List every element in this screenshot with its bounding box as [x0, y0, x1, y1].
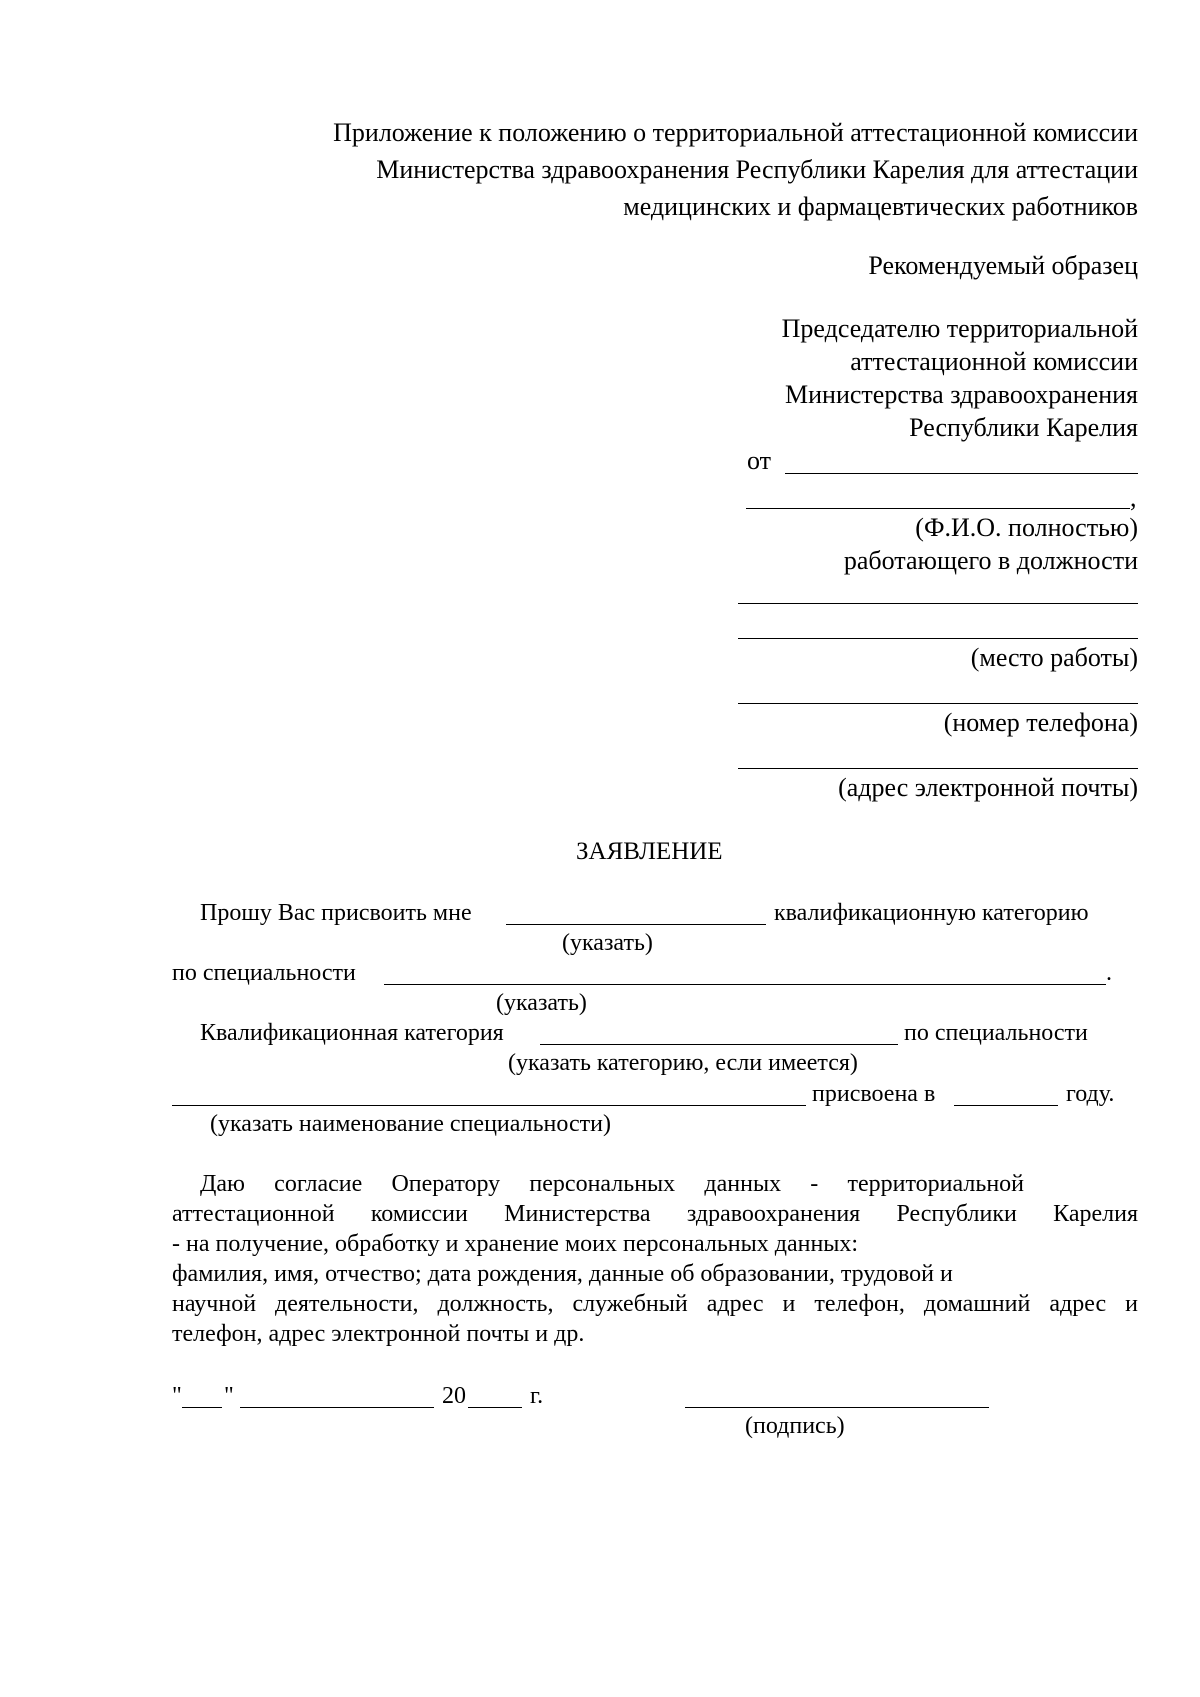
appendix-line-3: медицинских и фармацевтических работников	[623, 192, 1138, 221]
date-year-prefix: 20	[442, 1383, 466, 1409]
phone-blank[interactable]	[738, 703, 1138, 704]
consent-line-3: - на получение, обработку и хранение моих персональных данных:	[172, 1231, 859, 1257]
consent-line-6: телефон, адрес электронной почты и др.	[172, 1321, 585, 1347]
consent-line-2: аттестационной комиссии Министерства здравоохранения Республики Карелия	[172, 1201, 1138, 1227]
date-month-blank[interactable]	[240, 1407, 434, 1408]
position-label: работающего в должности	[843, 546, 1138, 575]
name-continuation-blank[interactable]	[746, 508, 1130, 509]
date-year-blank[interactable]	[468, 1407, 522, 1408]
category-blank[interactable]	[506, 924, 766, 925]
workplace-caption: (место работы)	[970, 643, 1138, 672]
date-day-blank[interactable]	[182, 1407, 222, 1408]
date-quote-open: "	[172, 1383, 182, 1409]
consent-line-5: научной деятельности, должность, служебный адрес и телефон, домашний адрес и	[172, 1291, 1138, 1317]
phone-caption: (номер телефона)	[943, 708, 1138, 737]
specify-caption-2: (указать)	[496, 990, 587, 1016]
specify-caption-1: (указать)	[562, 930, 653, 956]
assigned-label: присвоена в	[812, 1081, 936, 1107]
date-year-suffix: г.	[530, 1383, 544, 1409]
name-comma: ,	[1130, 483, 1137, 512]
position-blank-2[interactable]	[738, 638, 1138, 639]
specialty-blank[interactable]	[384, 984, 1106, 985]
category-caption: (указать категорию, если имеется)	[508, 1050, 858, 1076]
consent-line-4: фамилия, имя, отчество; дата рождения, данные об образовании, трудовой и	[172, 1261, 953, 1287]
document-title: ЗАЯВЛЕНИЕ	[576, 838, 723, 865]
position-blank-1[interactable]	[738, 603, 1138, 604]
from-name-blank[interactable]	[785, 473, 1138, 474]
from-label: от	[747, 446, 772, 475]
assigned-year-blank[interactable]	[954, 1105, 1058, 1106]
request-prefix: Прошу Вас присвоить мне	[200, 900, 472, 926]
consent-line-1: Даю согласие Оператору персональных данных - территориальной	[200, 1171, 1024, 1197]
fio-caption: (Ф.И.О. полностью)	[915, 513, 1138, 542]
addressee-line-1: Председателю территориальной	[781, 314, 1138, 343]
sample-label: Рекомендуемый образец	[868, 251, 1138, 280]
email-caption: (адрес электронной почты)	[838, 773, 1138, 802]
signature-blank[interactable]	[685, 1407, 989, 1408]
email-blank[interactable]	[738, 768, 1138, 769]
year-label: году.	[1066, 1081, 1115, 1107]
addressee-line-3: Министерства здравоохранения	[785, 380, 1138, 409]
qual-specialty-suffix: по специальности	[904, 1020, 1088, 1046]
specialty-period: .	[1106, 960, 1112, 986]
signature-caption: (подпись)	[745, 1413, 845, 1439]
appendix-line-2: Министерства здравоохранения Республики Карелия для аттестации	[376, 155, 1138, 184]
specialty-prefix: по специальности	[172, 960, 356, 986]
qual-category-label: Квалификационная категория	[200, 1020, 504, 1046]
appendix-line-1: Приложение к положению о территориальной аттестационной комиссии	[333, 118, 1138, 147]
specialty-name-blank[interactable]	[172, 1105, 806, 1106]
addressee-line-2: аттестационной комиссии	[850, 347, 1138, 376]
date-quote-close: "	[224, 1383, 234, 1409]
qual-category-blank[interactable]	[540, 1044, 898, 1045]
specialty-name-caption: (указать наименование специальности)	[210, 1111, 611, 1137]
addressee-line-4: Республики Карелия	[909, 413, 1138, 442]
request-suffix: квалификационную категорию	[774, 900, 1089, 926]
